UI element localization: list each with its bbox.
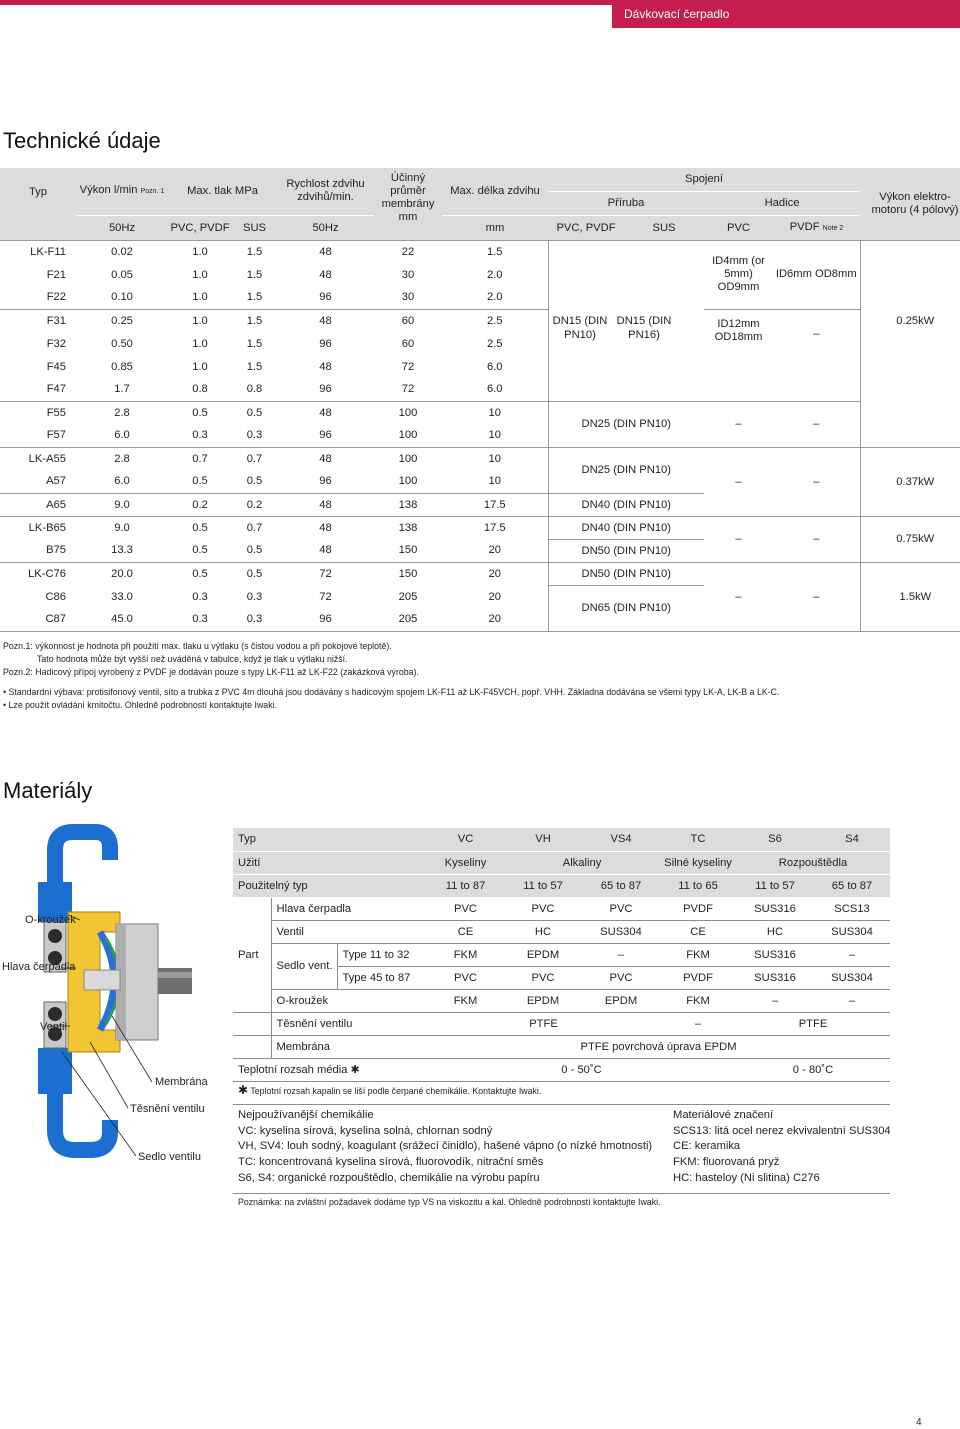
mat-row-pouzitelny: Použitelný typ 11 to 87 11 to 57 65 to 87 11 to 65 11 to 57 65 to 87 (233, 874, 890, 897)
note-1b: Tato hodnota může být vyšší než uváděná v tabulce, když je tlak u výtlaku nižší. (37, 654, 348, 664)
mat-row-ventil: Ventil CE HC SUS304 CE HC SUS304 (233, 920, 890, 943)
col-spojeni: Spojení (548, 168, 860, 191)
label-membrana: Membrána (155, 1076, 208, 1088)
section-title-materials: Materiály (3, 778, 93, 803)
table-row: F55 2.8 0.5 0.5 48 100 10 DN25 (DIN PN10) – – (0, 401, 960, 424)
asterisk-icon: ✱ (238, 1083, 249, 1097)
note-2: Pozn.2: Hadicový přípoj vyrobený z PVDF je dodáván pouze s typy LK-F11 až LK-F22 (zakázková výroba). (3, 667, 419, 677)
dn65: DN65 (DIN PN10) (548, 585, 704, 631)
motor-b: 0.37kW (860, 447, 960, 516)
header-title: Dávkovací čerpadlo (612, 0, 960, 28)
motor-c: 0.75kW (860, 516, 960, 562)
dn50-b: DN50 (DIN PN10) (548, 562, 704, 585)
label-tesneni: Těsnění ventilu (130, 1103, 205, 1115)
dash-b1: – (704, 447, 773, 516)
col-typ: Typ (0, 168, 76, 215)
hose-b-pvdf: – (773, 309, 860, 401)
mat-row-o-krouzek: O-kroužek FKM EPDM EPDM FKM – – (233, 989, 890, 1012)
dn25-a: DN25 (DIN PN10) (548, 401, 704, 447)
table-row: C87 45.0 0.3 0.3 96 205 20 (0, 608, 960, 631)
dn40-b: DN40 (DIN PN10) (548, 516, 704, 539)
page-number: 4 (916, 1417, 922, 1428)
mat-row-typ: Typ VC VH VS4 TC S6 S4 (233, 828, 890, 851)
table-row: F31 0.25 1.0 1.5 48 60 2.5 ID12mm OD18mm – (0, 309, 960, 332)
bullet-1: • Standardní výbava: protisifonový ventil, síto a trubka z PVC 4m dlouhá jsou dodávány s hadicovým spojem LK-F11 až LK-F45VCH, popř. VHH. Základna dodávána se všemi typy LK-A, LK-B a LK-C. (3, 687, 780, 697)
note-1a: Pozn.1: výkonnost je hodnota při použití max. tlaku u výtlaku (s čistou vodou a při pokojové teplotě). (3, 641, 392, 651)
motor-a: 0.25kW (860, 240, 960, 401)
unit-pvc-pvdf: PVC, PVDF (168, 215, 232, 240)
mat-row-teplota: Teplotní rozsah média ✱ 0 - 50˚C 0 - 80˚C (233, 1058, 890, 1081)
pump-diagram (0, 820, 230, 1180)
col-tlak: Max. tlak MPa (168, 168, 277, 215)
col-rychlost: Rychlost zdvihu zdvihů/min. (277, 168, 374, 215)
col-delka: Max. délka zdvihu (442, 168, 548, 215)
table-row: F45 0.85 1.0 1.5 48 72 6.0 (46, 360, 503, 373)
table-row: LK-F11 0.02 1.0 1.5 48 22 1.5 ID4mm (or 5mm) OD9mm ID6mm OD8mm 0.25kW (0, 240, 960, 263)
table-row: LK-B65 9.0 0.5 0.7 48 138 17.5 DN40 (DIN PN10) – – 0.75kW (0, 516, 960, 539)
dash-c1: – (704, 516, 773, 562)
unit-mm: mm (442, 215, 548, 240)
label-ventil: Ventil (40, 1021, 67, 1033)
hose-a-pvdf: ID6mm OD8mm (773, 240, 860, 309)
material-marks-list: Materiálové značení SCS13: litá ocel nerez ekvivalentní SUS304 CE: keramika FKM: fluorovaná pryž HC: hasteloy (Ni slitina) C276 (673, 1109, 891, 1184)
section-title-tech: Technické údaje (3, 128, 161, 153)
label-o-krouzek: O-kroužek (25, 914, 76, 926)
dn25-b: DN25 (DIN PN10) (548, 447, 704, 493)
notes (3, 640, 953, 712)
dash-a1: – (704, 401, 773, 447)
materials-table (233, 828, 890, 1082)
hose-a-pvc: ID4mm (or 5mm) OD9mm (704, 240, 773, 309)
mat-row-membrana: Membrána PTFE povrchová úprava EPDM (233, 1035, 890, 1058)
table-row: LK-C76 20.0 0.5 0.5 72 150 20 DN50 (DIN PN10) – – 1.5kW (0, 562, 960, 585)
table-row: F32 0.50 1.0 1.5 96 60 2.5 (46, 337, 503, 350)
dash-d1: – (704, 562, 773, 631)
pump-cross-section-image (0, 820, 230, 1180)
table-row: F47 1.7 0.8 0.8 96 72 6.0 (46, 383, 503, 396)
unit-pvc: PVC (704, 215, 773, 240)
table-row: F21 0.05 1.0 1.5 48 30 2.0 (46, 268, 503, 281)
unit-50hz: 50Hz (76, 215, 168, 240)
col-vykon: Výkon l/min Pozn. 1 (76, 168, 168, 215)
chemicals-box (233, 1104, 890, 1194)
dash-b2: – (773, 447, 860, 516)
table-row: A57 6.0 0.5 0.5 96 100 10 (46, 475, 501, 488)
header-bar (0, 0, 960, 28)
table-row: F57 6.0 0.3 0.3 96 100 10 (46, 429, 501, 442)
unit-pvc-pvdf-2: PVC, PVDF (548, 215, 624, 240)
chemicals-list: Nejpoužívanější chemikálie VC: kyselina sírová, kyselina solná, chlornan sodný VH, SV4: louh sodný, koagulant (srážecí činidlo), hašené vápno (o nízké hmotnosti) TC: koncentrovaná kyselina sírová, fluorovodík, nitrační směs S6, S4: organické rozpouštědlo, chemikálie na výrobu papíru (238, 1109, 653, 1184)
label-sedlo: Sedlo ventilu (138, 1151, 201, 1163)
bullet-2: • Lze použít ovládání kmitočtu. Ohledně podrobností kontaktujte Iwaki. (3, 700, 277, 710)
table-row: B75 13.3 0.5 0.5 48 150 20 DN50 (DIN PN10) (0, 539, 960, 562)
part-label: Part (233, 897, 271, 1012)
table-row: LK-A55 2.8 0.7 0.7 48 100 10 DN25 (DIN PN10) – – 0.37kW (0, 447, 960, 470)
temperature-footnote: ✱ Teplotní rozsah kapalin se liší podle čerpané chemikálie. Kontaktujte Iwaki. (238, 1083, 542, 1097)
dn40-a: DN40 (DIN PN10) (548, 493, 704, 516)
label-hlava: Hlava čerpadla (2, 961, 76, 973)
unit-50hz-2: 50Hz (277, 215, 374, 240)
mat-row-sedlo-b: Type 45 to 87 PVC PVC PVC PVDF SUS316 SUS304 (233, 966, 890, 989)
motor-d: 1.5kW (860, 562, 960, 631)
hose-b-pvc: ID12mm OD18mm (704, 309, 773, 401)
dn50-a: DN50 (DIN PN10) (548, 539, 704, 562)
dn15-pn10: DN15 (DIN PN10) (552, 315, 608, 341)
col-vykon-motoru: Výkon elektro-motoru (4 pólový) (860, 168, 960, 240)
mat-row-uziti: Užití Kyseliny Alkaliny Silné kyseliny Rozpouštědla (233, 851, 890, 874)
mat-row-hlava: Part Hlava čerpadla PVC PVC PVC PVDF SUS316 SCS13 (233, 897, 890, 920)
dash-d2: – (773, 562, 860, 631)
unit-sus: SUS (232, 215, 277, 240)
dash-c2: – (773, 516, 860, 562)
col-priruba: Příruba (548, 191, 704, 215)
unit-sus-2: SUS (624, 215, 704, 240)
mat-row-sedlo-a: Sedlo vent. Type 11 to 32 FKM EPDM – FKM SUS316 – (233, 943, 890, 966)
table-row: A65 9.0 0.2 0.2 48 138 17.5 DN40 (DIN PN10) (0, 493, 960, 516)
table-row: C86 33.0 0.3 0.3 72 205 20 DN65 (DIN PN10) (0, 585, 960, 608)
col-hadice: Hadice (704, 191, 860, 215)
table-row: F22 0.10 1.0 1.5 96 30 2.0 (46, 291, 503, 304)
col-prumer: Účinný průměr membrány mm (374, 168, 442, 240)
mat-row-tesneni: Těsnění ventilu PTFE – PTFE (233, 1012, 890, 1035)
unit-pvdf: PVDF Note 2 (773, 215, 860, 240)
tech-table (0, 168, 959, 632)
dash-a2: – (773, 401, 860, 447)
final-note: Poznámka: na zvláštní požadavek dodáme typ VS na viskozitu a kal. Ohledně podrobností kontaktujte Iwaki. (238, 1197, 661, 1207)
dn15-pn16: DN15 (DIN PN16) (616, 315, 672, 341)
